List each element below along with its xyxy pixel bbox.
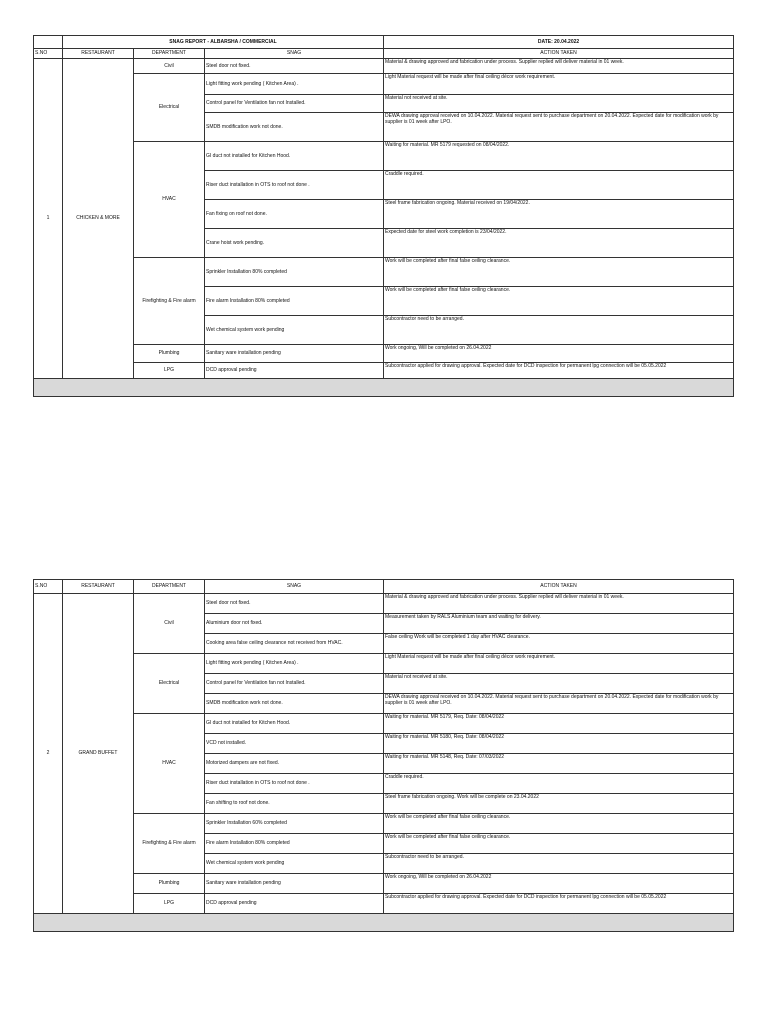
snag-cell: Cooking area false ceiling clearance not received from HVAC.: [205, 634, 384, 654]
report-date: DATE: 20.04.2022: [384, 36, 734, 49]
header-sno: S.NO: [34, 580, 63, 594]
department-cell-plumbing: Plumbing: [134, 345, 205, 363]
action-cell: Work ongoing, Will be completed on 26.04.2022: [384, 345, 734, 363]
snag-cell: Fire alarm Installation 80% completed: [205, 834, 384, 854]
action-cell: Work ongoing, Will be completed on 26.04.2022: [384, 874, 734, 894]
snag-cell: Riser duct installation in OTS to roof not done .: [205, 171, 384, 200]
snag-cell: Sanitary ware installation pending: [205, 345, 384, 363]
action-cell: Work will be completed after final false ceiling clearance.: [384, 814, 734, 834]
department-cell-fire: Firefighting & Fire alarm: [134, 814, 205, 874]
snag-cell: VCD not installed.: [205, 734, 384, 754]
department-cell-hvac: HVAC: [134, 142, 205, 258]
action-cell: Steel frame fabrication ongoing. Work will be complete on 23.04.2022: [384, 794, 734, 814]
department-cell-civil: Civil: [134, 594, 205, 654]
action-cell: Light Material request will be made after final ceiling décor work requirement.: [384, 74, 734, 95]
restaurant-cell: GRAND BUFFET: [63, 594, 134, 914]
header-action: ACTION TAKEN: [384, 49, 734, 59]
department-cell-lpg: LPG: [134, 363, 205, 379]
department-cell-fire: Firefighting & Fire alarm: [134, 258, 205, 345]
header-restaurant: RESTAURANT: [63, 49, 134, 59]
snag-cell: Fire alarm Installation 80% completed: [205, 287, 384, 316]
table-row: [34, 345, 734, 363]
action-cell: Work will be completed after final false ceiling clearance.: [384, 287, 734, 316]
table-row: [34, 894, 734, 914]
department-cell-electrical: Electrical: [134, 74, 205, 142]
action-cell: DEWA drawing approval received on 10.04.2022. Material request sent to purchase department on 20.04.2022. Expected date for modification work by supplier is 01 week after LPO.: [384, 113, 734, 142]
action-cell: Steel frame fabrication ongoing. Material received on 19/04/2022.: [384, 200, 734, 229]
table-row: [34, 363, 734, 379]
snag-cell: Light fitting work pending ( Kitchen Area) .: [205, 74, 384, 95]
action-cell: Expected date for steel work completion is 23/04/2022.: [384, 229, 734, 258]
snag-cell: GI duct not installed for Kitchen Hood.: [205, 142, 384, 171]
header-sno: S.NO: [34, 49, 63, 59]
snag-table-grand-buffet: [33, 579, 734, 932]
action-cell: Material & drawing approved and fabrication under process. Supplier replied will deliver material in 01 week.: [384, 59, 734, 74]
table-row: [34, 594, 734, 614]
table-row: [34, 714, 734, 734]
sno-cell: 1: [34, 59, 63, 379]
snag-cell: Steel door not fixed.: [205, 59, 384, 74]
action-cell: Craddle required.: [384, 171, 734, 200]
action-cell: Subcontractor applied for drawing approval. Expected date for DCD inspection for permanent lpg connection will be 05.05.2022: [384, 363, 734, 379]
restaurant-cell: CHICKEN & MORE: [63, 59, 134, 379]
snag-cell: Crane hoist work pending.: [205, 229, 384, 258]
snag-cell: Motorized dampers are not fixed.: [205, 754, 384, 774]
snag-cell: Sprinkler Installation 60% completed: [205, 814, 384, 834]
table-row: [34, 258, 734, 287]
header-row: [34, 49, 734, 59]
snag-cell: Control panel for Ventilation fan not Installed.: [205, 95, 384, 113]
snag-cell: Wet chemical system work pending: [205, 316, 384, 345]
action-cell: DEWA drawing approval received on 10.04.2022. Material request sent to purchase department on 20.04.2022. Expected date for modification work by supplier is 01 week after LPO.: [384, 694, 734, 714]
action-cell: Work will be completed after final false ceiling clearance.: [384, 258, 734, 287]
department-cell-civil: Civil: [134, 59, 205, 74]
action-cell: Waiting for material. MR 5179, Req. Date: 08/04/2022: [384, 714, 734, 734]
action-cell: Work will be completed after final false ceiling clearance.: [384, 834, 734, 854]
header-restaurant: RESTAURANT: [63, 580, 134, 594]
snag-cell: Aluminium door not fixed.: [205, 614, 384, 634]
table-row: [34, 874, 734, 894]
department-cell-electrical: Electrical: [134, 654, 205, 714]
snag-cell: DCD approval pending: [205, 363, 384, 379]
action-cell: Material not received at site.: [384, 95, 734, 113]
snag-cell: Sanitary ware installation pending: [205, 874, 384, 894]
table-row: [34, 59, 734, 74]
action-cell: Measurement taken by RALS Aluminium team and waiting for delivery.: [384, 614, 734, 634]
action-cell: Waiting for material. MR 5148, Req. Date: 07/03/2022: [384, 754, 734, 774]
department-cell-plumbing: Plumbing: [134, 874, 205, 894]
header-action: ACTION TAKEN: [384, 580, 734, 594]
table-row: [34, 142, 734, 171]
table-row: [34, 654, 734, 674]
header-department: DEPARTMENT: [134, 580, 205, 594]
report-title: SNAG REPORT - ALBARSHA / COMMERCIAL: [63, 36, 384, 49]
action-cell: Subcontractor need to be arranged.: [384, 854, 734, 874]
action-cell: Material not received at site.: [384, 674, 734, 694]
snag-cell: SMDB modification work not done.: [205, 113, 384, 142]
department-cell-lpg: LPG: [134, 894, 205, 914]
action-cell: Subcontractor need to be arranged.: [384, 316, 734, 345]
snag-cell: Sprinkler Installation 80% completed: [205, 258, 384, 287]
snag-cell: GI duct not installed for Kitchen Hood.: [205, 714, 384, 734]
snag-cell: Control panel for Ventilation fan not Installed.: [205, 674, 384, 694]
snag-cell: Riser duct installation in OTS to roof not done .: [205, 774, 384, 794]
report-title-row: [34, 36, 734, 49]
header-department: DEPARTMENT: [134, 49, 205, 59]
snag-cell: Light fitting work pending ( Kitchen Area) .: [205, 654, 384, 674]
snag-cell: Steel door not fixed.: [205, 594, 384, 614]
department-cell-hvac: HVAC: [134, 714, 205, 814]
table-row: [34, 814, 734, 834]
table-row: [34, 74, 734, 95]
header-row: [34, 580, 734, 594]
snag-cell: Fan shifting to roof not done.: [205, 794, 384, 814]
action-cell: Subcontractor applied for drawing approval. Expected date for DCD inspection for permanent lpg connection will be 05.05.2022: [384, 894, 734, 914]
sno-cell: 2: [34, 594, 63, 914]
snag-cell: Fan fixing on roof not done.: [205, 200, 384, 229]
action-cell: Material & drawing approved and fabrication under process. Supplier replied will deliver material in 01 week.: [384, 594, 734, 614]
snag-table-chicken-and-more: [33, 35, 734, 397]
header-snag: SNAG: [205, 580, 384, 594]
snag-cell: Wet chemical system work pending: [205, 854, 384, 874]
snag-cell: DCD approval pending: [205, 894, 384, 914]
action-cell: Waiting for material. MR 5179 requested on 08/04/2022.: [384, 142, 734, 171]
header-snag: SNAG: [205, 49, 384, 59]
table-footer-band: [34, 914, 734, 932]
action-cell: False ceiling Work will be completed 1 day after HVAC clearance.: [384, 634, 734, 654]
snag-cell: SMDB modification work not done.: [205, 694, 384, 714]
table-footer-band: [34, 379, 734, 397]
action-cell: Light Material request will be made after final ceiling décor work requirement.: [384, 654, 734, 674]
action-cell: Waiting for material. MR 5180, Req. Date: 08/04/2022: [384, 734, 734, 754]
action-cell: Craddle required.: [384, 774, 734, 794]
